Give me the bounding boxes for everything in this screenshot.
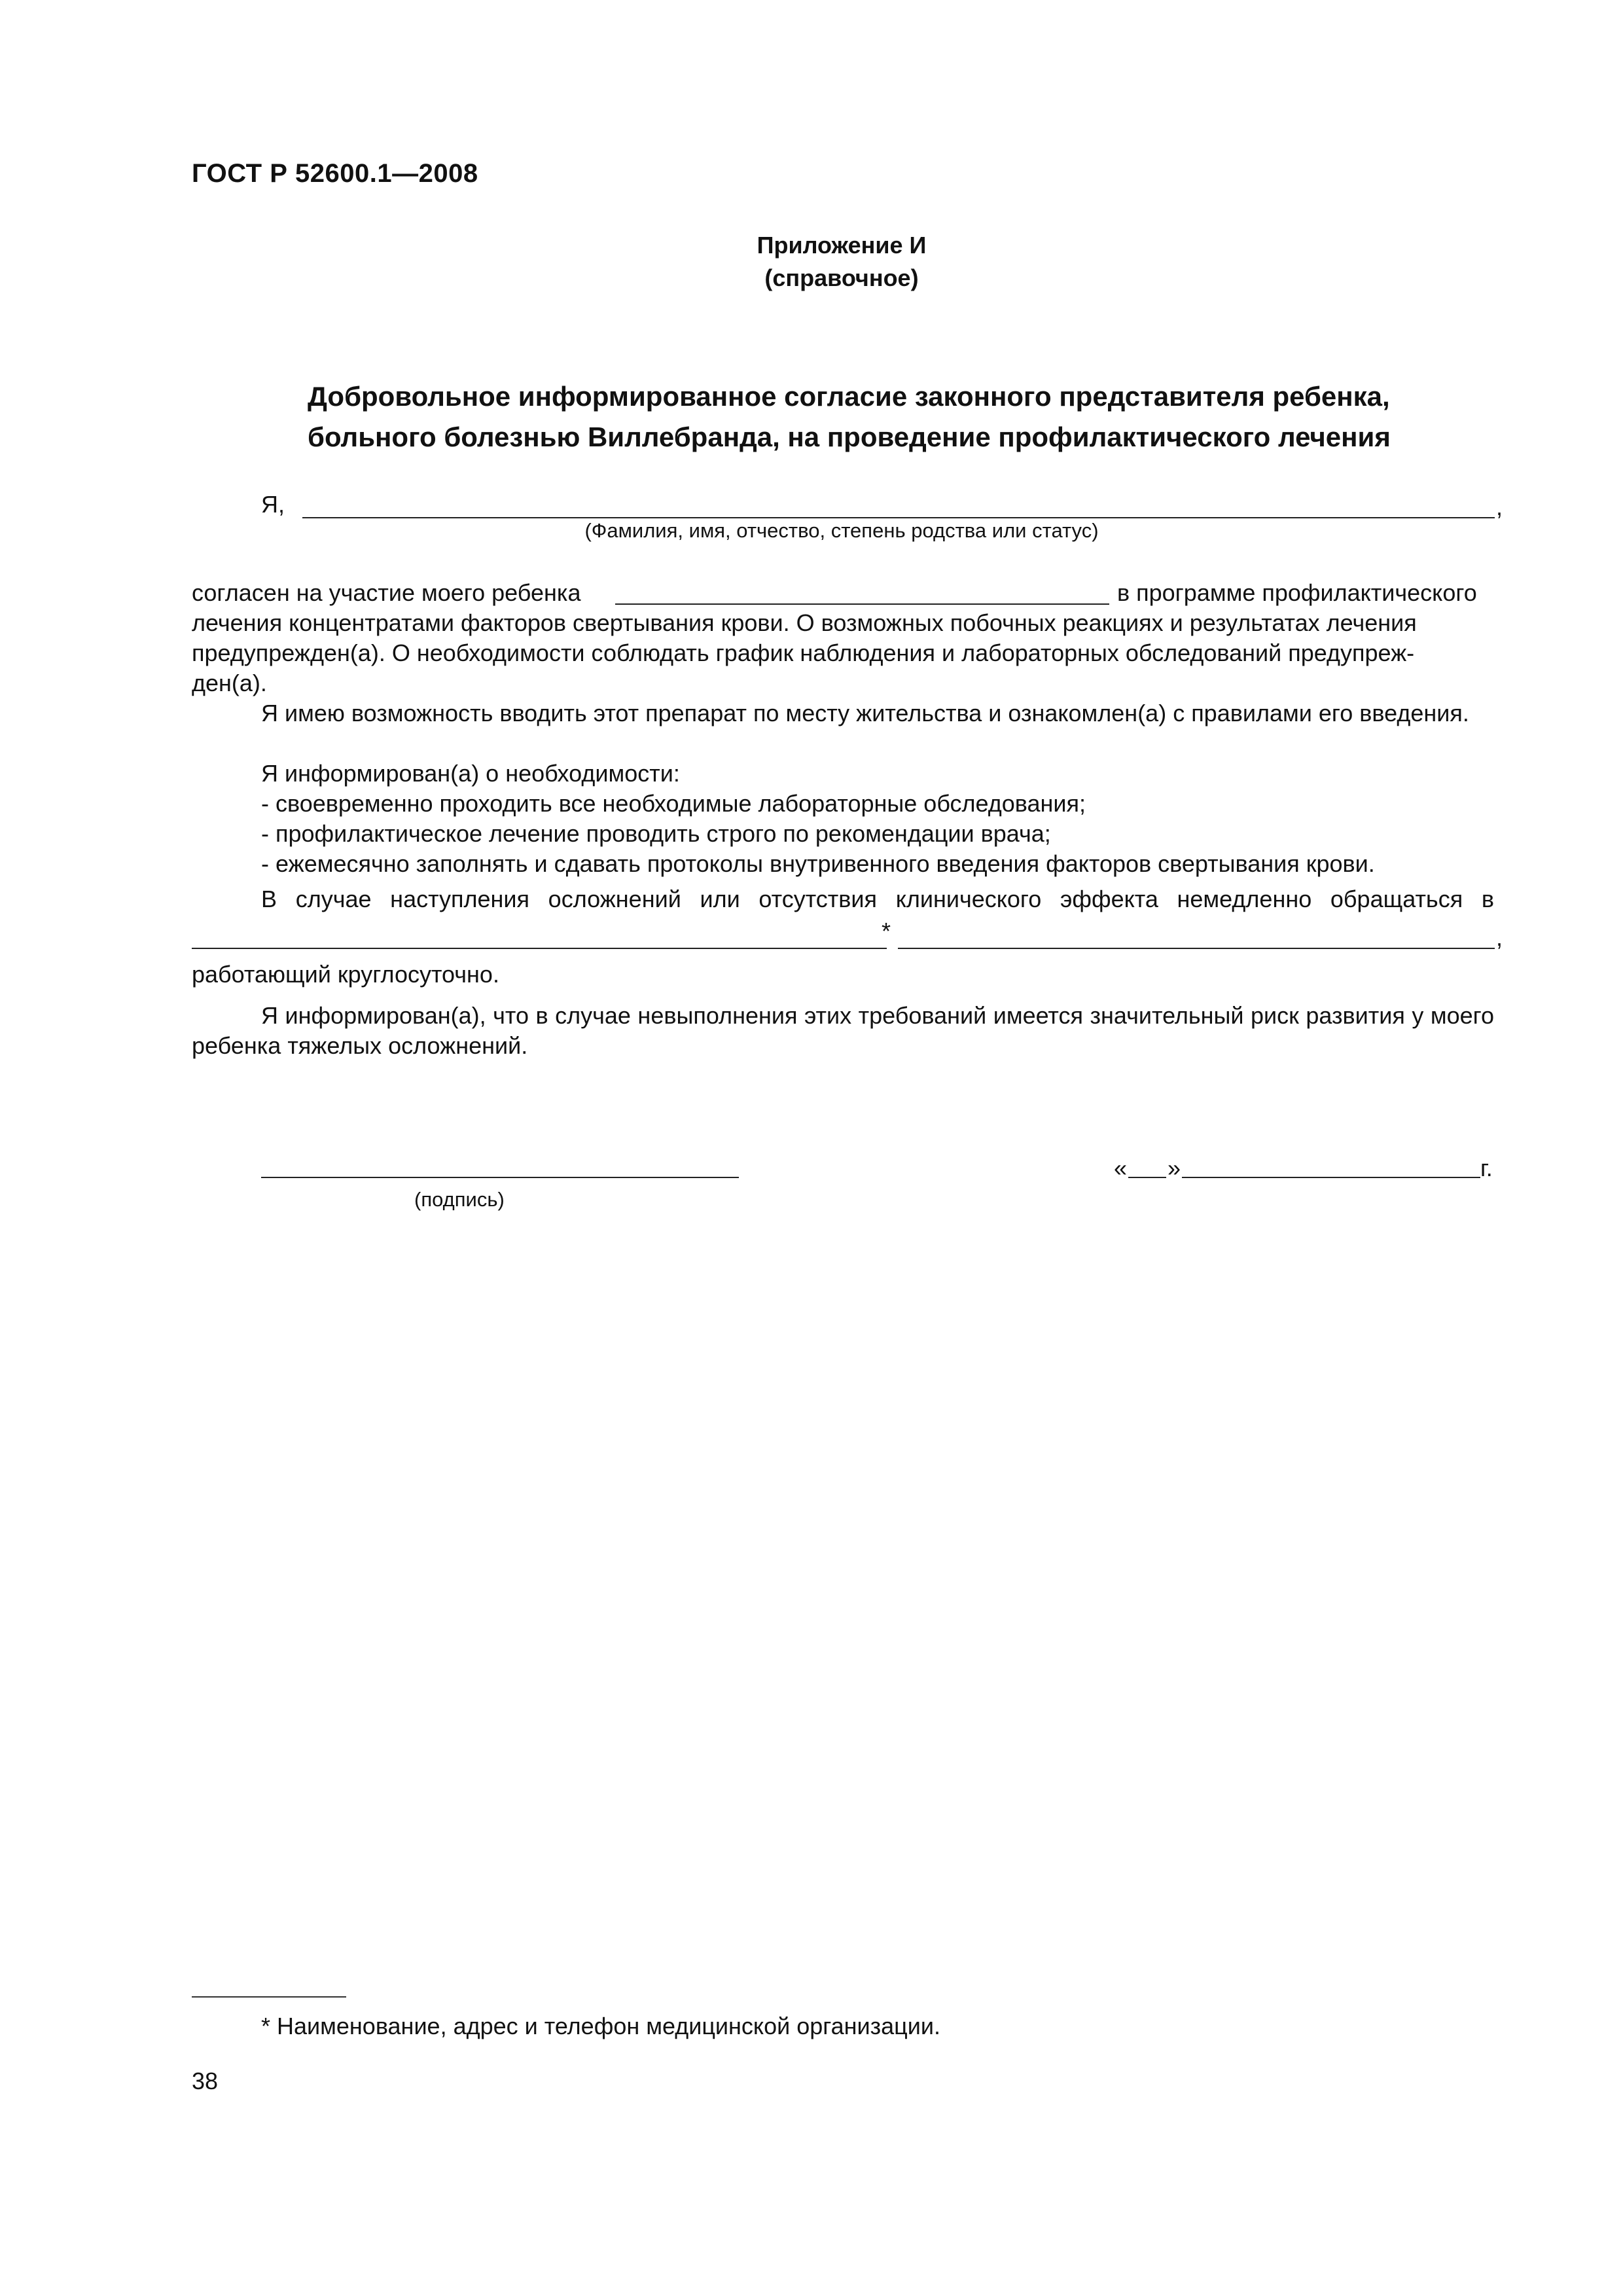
consent-suffix: в программе профилактического [1117, 579, 1477, 606]
risk-paragraph: Я информирован(а), что в случае невыполнения этих требований имеется значительный риск развития у моего ребенка тяжелых осложнений. [192, 1002, 1494, 1059]
name-field-comma: , [1496, 493, 1503, 520]
document-title-line-1: Добровольное информированное согласие законного представителя ребенка, [308, 381, 1390, 412]
child-name-field-line[interactable] [615, 603, 1109, 605]
clinic-field-line-right[interactable] [898, 948, 1495, 949]
signature-caption: (подпись) [414, 1188, 505, 1211]
annex-title: Приложение И [757, 232, 927, 259]
standard-code: ГОСТ Р 52600.1—2008 [192, 159, 478, 188]
informed-intro: Я информирован(а) о необходимости: [261, 760, 680, 787]
clinic-field-asterisk: * [882, 918, 891, 944]
year-suffix: г. [1480, 1155, 1493, 1181]
list-item: - ежемесячно заполнять и сдавать протоколы внутривенного введения факторов свертывания крови. [261, 850, 1375, 877]
consent-line-4: ден(а). [192, 670, 267, 696]
name-field-line[interactable] [302, 517, 1495, 518]
emergency-text: В случае наступления осложнений или отсутствия клинического эффекта немедленно обращаться в [261, 886, 1494, 912]
footnote-rule [192, 1996, 346, 1998]
clinic-field-comma: , [1496, 924, 1503, 951]
date-day-line[interactable] [1128, 1177, 1166, 1178]
list-item: - своевременно проходить все необходимые лабораторные обследования; [261, 790, 1086, 817]
annex-heading [0, 229, 1623, 295]
list-item: - профилактическое лечение проводить строго по рекомендации врача; [261, 820, 1051, 847]
ya-label: Я, [261, 491, 285, 518]
date-quote-close: » [1168, 1155, 1181, 1181]
consent-prefix: согласен на участие моего ребенка [192, 579, 581, 606]
document-title [308, 376, 1391, 457]
page-number: 38 [192, 2068, 219, 2094]
round-clock-text: работающий круглосуточно. [192, 961, 499, 988]
date-quote-open: « [1114, 1155, 1128, 1181]
name-field-caption: (Фамилия, имя, отчество, степень родства или статус) [584, 519, 1099, 542]
date-month-line[interactable] [1182, 1177, 1480, 1178]
consent-line-3: предупрежден(а). О необходимости соблюдать график наблюдения и лабораторных обследований предупреж- [192, 639, 1415, 666]
ability-paragraph: Я имею возможность вводить этот препарат по месту жительства и ознакомлен(а) с правилами его введения. [261, 700, 1469, 726]
footnote-text: * Наименование, адрес и телефон медицинской организации. [261, 2013, 940, 2039]
signature-line[interactable] [261, 1177, 739, 1178]
document-title-line-2: больного болезнью Виллебранда, на проведение профилактического лечения [308, 422, 1391, 452]
clinic-field-line-left[interactable] [192, 948, 887, 949]
consent-line-2: лечения концентратами факторов свертывания крови. О возможных побочных реакциях и результатах лечения [192, 609, 1417, 636]
annex-type: (справочное) [764, 264, 919, 291]
